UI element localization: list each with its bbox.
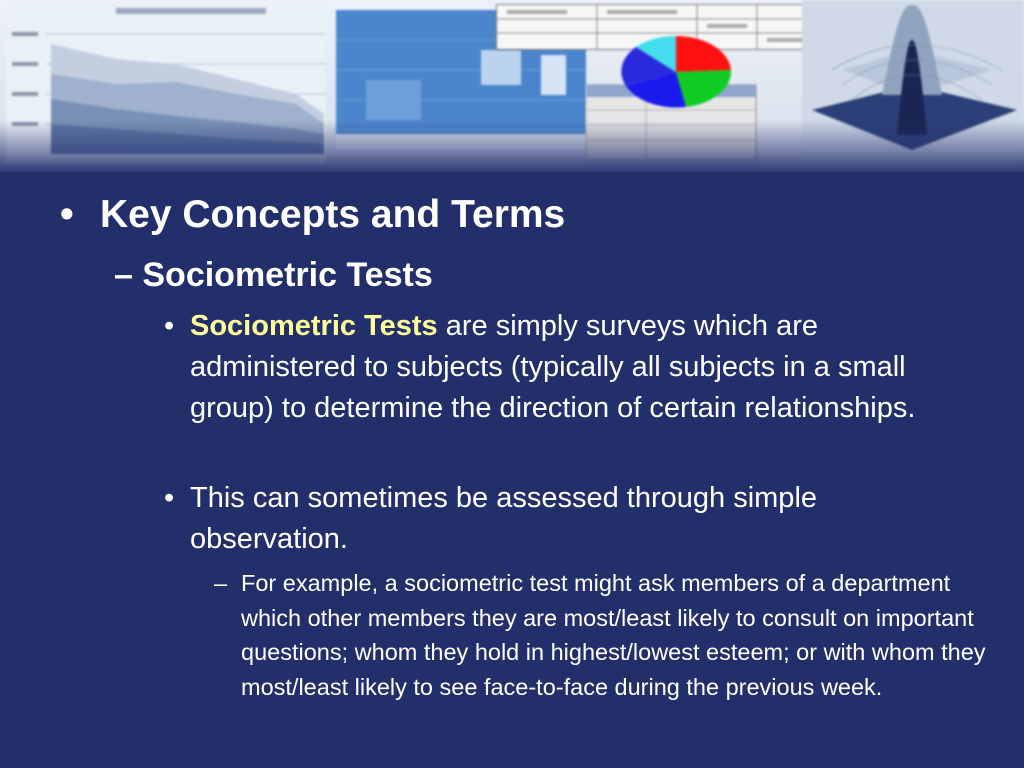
observation-text: This can sometimes be assessed through simple observation. <box>190 482 818 555</box>
bullet-level-3-observation <box>164 478 964 560</box>
bullet-marker: • <box>164 482 175 514</box>
bullet-level-1 <box>60 192 565 238</box>
bullet-marker: • <box>164 310 175 342</box>
heading-key-concepts: Key Concepts and Terms <box>100 193 566 236</box>
bullet-marker: • <box>60 193 74 236</box>
definition-text <box>190 306 964 429</box>
dash-marker: – <box>114 256 133 294</box>
bullet-level-3-definition <box>164 306 964 429</box>
subheading-sociometric-tests: Sociometric Tests <box>142 256 433 294</box>
highlighted-term: Sociometric Tests <box>190 310 438 342</box>
example-text: For example, a sociometric test might ask members of a department which other members they are most/least likely to consult on important questions; whom they hold in highest/lowest esteem; or with whom they most/least likely to see face-to-face during the previous week. <box>241 570 986 700</box>
bullet-level-4-example <box>214 566 1004 704</box>
bullet-level-2 <box>114 255 433 295</box>
definition-body: are simply surveys which are administered to subjects (typically all subjects in a small group) to determine the direction of certain relationships. <box>190 310 916 424</box>
dash-marker: – <box>214 570 228 596</box>
